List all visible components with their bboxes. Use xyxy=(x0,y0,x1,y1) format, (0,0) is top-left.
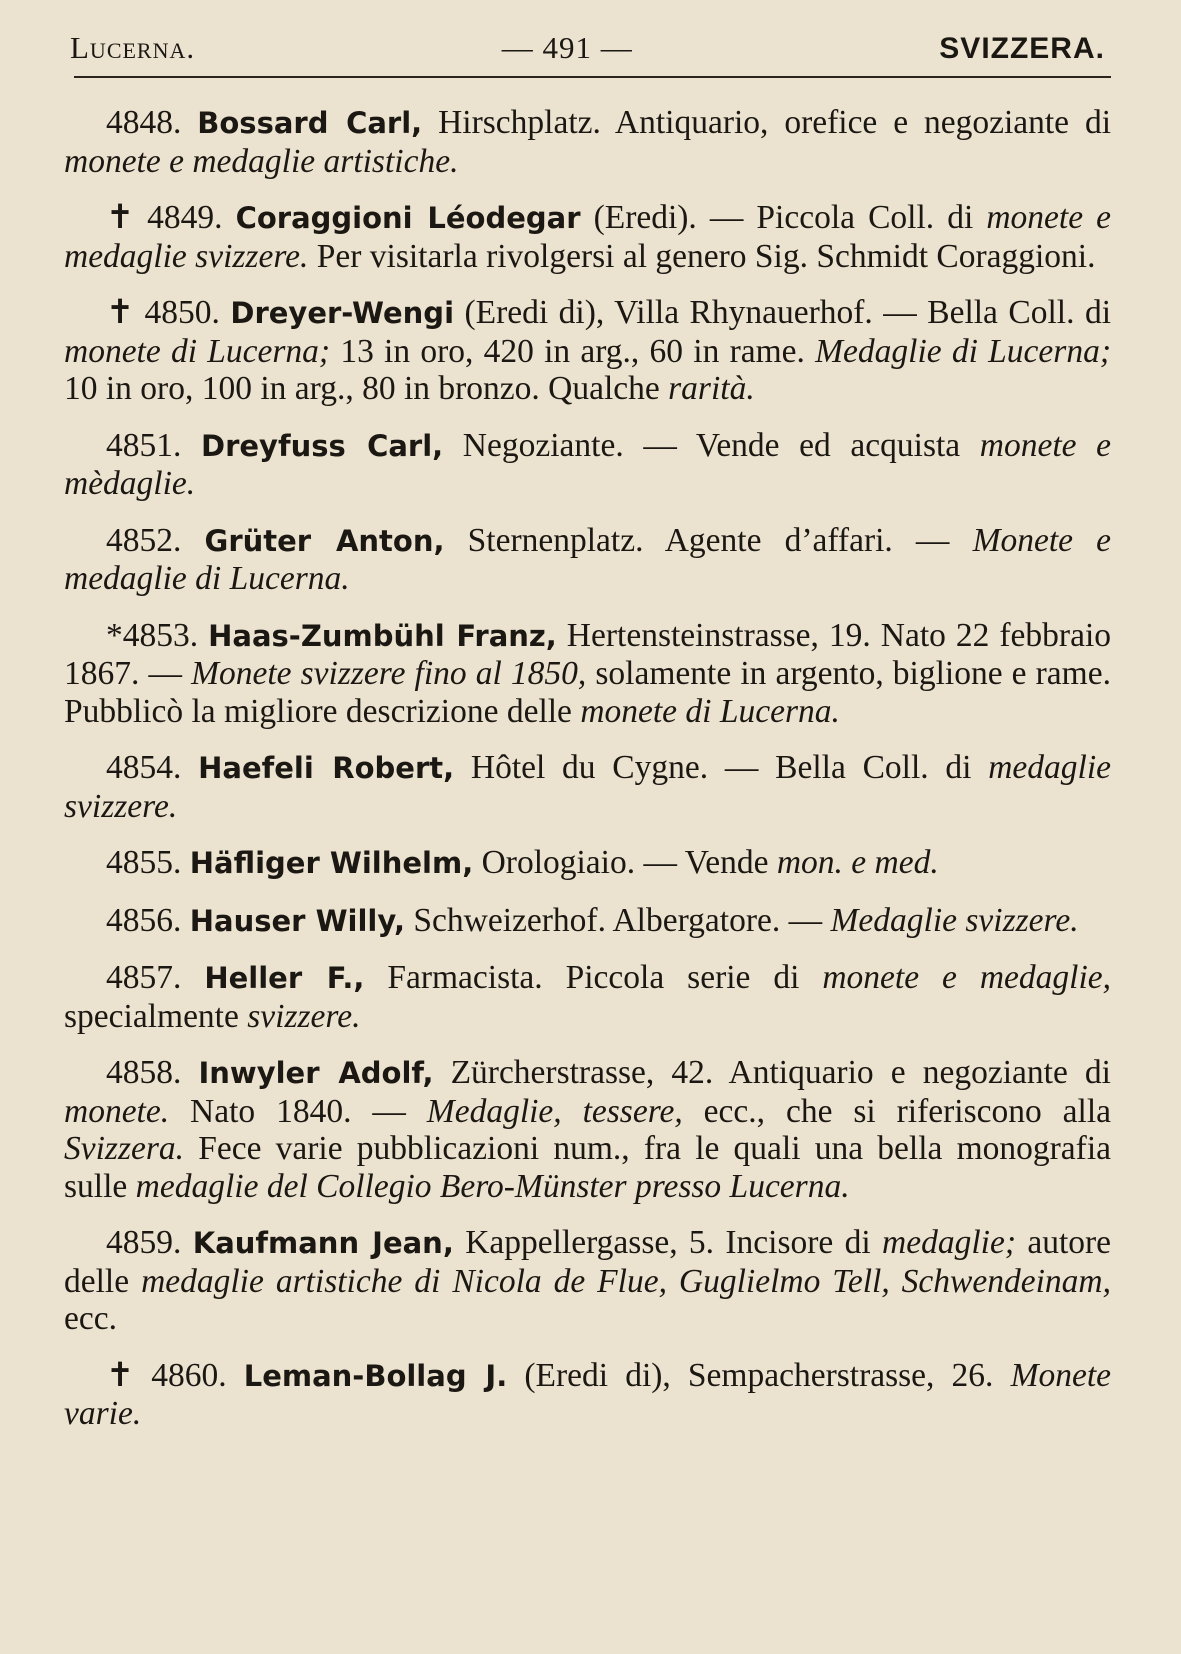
entry-name: Coraggioni Léodegar xyxy=(235,201,581,235)
entry-number: 4859. xyxy=(106,1224,193,1261)
entry-number: 4849. xyxy=(147,199,236,236)
entry-italic-text: Monete svizzere fino al 1850, xyxy=(191,655,587,692)
entry-number: 4852. xyxy=(106,521,205,559)
entry-name: Heller F., xyxy=(204,961,365,995)
entry-list xyxy=(64,104,1111,1433)
entry-body-text: ecc., che si riferiscono alla xyxy=(682,1092,1111,1130)
entry-text xyxy=(64,749,1111,825)
entry-number: *4853. xyxy=(106,616,209,654)
entry-text xyxy=(64,427,1111,503)
entry-body-text: specialmente xyxy=(64,997,248,1035)
entry-body-text: Fece varie pubblicazioni num., fra le quali una bella monografia sulle xyxy=(64,1130,1111,1205)
entry-italic-text: Medaglie, tessere, xyxy=(426,1092,683,1130)
entry-name: Häfliger Wilhelm, xyxy=(189,846,474,880)
directory-entry xyxy=(64,199,1111,275)
entry-body-text: Schweizerhof. Albergatore. — xyxy=(405,901,831,939)
page-number: — 491 — xyxy=(501,30,633,65)
entry-number: 4850. xyxy=(144,294,231,331)
running-head xyxy=(64,30,1111,66)
entry-name: Dreyfuss Carl, xyxy=(201,428,444,463)
deceased-mark: ✝ xyxy=(106,199,148,236)
entry-italic-text: svizzere. xyxy=(247,997,361,1035)
entry-italic-text: Medaglie svizzere. xyxy=(830,901,1079,939)
entry-body-text: Hôtel du Cygne. — Bella Coll. di xyxy=(454,749,989,786)
directory-entry xyxy=(64,617,1111,731)
entry-text xyxy=(64,294,1111,408)
entry-italic-text: medaglie del Collegio Bero-Münster presso Lucerna. xyxy=(135,1167,850,1205)
entry-number: 4854. xyxy=(106,749,199,786)
entry-italic-text: monete e medaglie svizzere. xyxy=(64,199,1111,275)
directory-entry xyxy=(64,844,1111,883)
entry-body-text: 13 in oro, 420 in arg., 60 in rame. xyxy=(330,332,816,370)
entry-text xyxy=(64,959,1111,1035)
entry-italic-text: medaglie svizzere. xyxy=(64,749,1112,825)
entry-body-text: Zürcherstrasse, 42. Antiquario e negoziante di xyxy=(433,1054,1111,1091)
entry-body-text: (Eredi di), Villa Rhynauerhof. — Bella Coll. di xyxy=(454,294,1112,331)
entry-number: 4858. xyxy=(106,1054,199,1091)
entry-number: 4857. xyxy=(106,959,205,996)
entry-body-text: Per visitarla rivolgersi al genero Sig. Schmidt Coraggioni. xyxy=(308,237,1096,275)
entry-italic-text: mon. e med. xyxy=(776,844,939,881)
entry-italic-text: monete e medaglie, xyxy=(822,959,1112,996)
entry-number: 4848. xyxy=(106,104,198,141)
entry-name: Hauser Willy, xyxy=(189,903,406,938)
entry-text xyxy=(64,1054,1111,1205)
entry-name: Inwyler Adolf, xyxy=(198,1056,434,1090)
entry-italic-text: medaglie artistiche di Nicola de Flue, Guglielmo Tell, Schwendeinam, xyxy=(141,1262,1111,1300)
directory-entry xyxy=(64,959,1111,1035)
header-rule xyxy=(74,76,1111,78)
running-head-country: SVIZZERA. xyxy=(939,32,1105,65)
directory-entry xyxy=(64,427,1111,503)
entry-text xyxy=(64,104,1111,180)
entry-text xyxy=(64,617,1111,731)
entry-italic-text: monete di Lucerna; xyxy=(64,332,331,370)
directory-entry xyxy=(64,104,1111,180)
entry-body-text: Nato 1840. — xyxy=(169,1092,427,1130)
directory-entry xyxy=(64,902,1111,941)
entry-italic-text: Monete varie. xyxy=(64,1356,1112,1432)
entry-body-text: Hertensteinstrasse, 19. Nato 22 febbraio 1867. — xyxy=(64,616,1112,692)
entry-number: 4851. xyxy=(106,426,201,464)
entry-italic-text: Medaglie di Lucerna; xyxy=(815,332,1111,370)
entry-text xyxy=(64,844,1111,883)
entry-text xyxy=(64,1224,1111,1338)
directory-entry xyxy=(64,1224,1111,1338)
entry-body-text: Farmacista. Piccola serie di xyxy=(364,959,823,996)
entry-italic-text: medaglie; xyxy=(882,1224,1016,1261)
entry-italic-text: Svizzera. xyxy=(64,1130,185,1167)
entry-italic-text: rarità. xyxy=(668,370,755,407)
entry-name: Grüter Anton, xyxy=(204,523,445,558)
entry-body-text: (Eredi di), Sempacherstrasse, 26. xyxy=(507,1356,1011,1394)
entry-text xyxy=(64,1357,1111,1433)
entry-body-text: Kappellergasse, 5. Incisore di xyxy=(453,1224,883,1261)
directory-entry xyxy=(64,1054,1111,1205)
directory-entry xyxy=(64,522,1111,598)
entry-body-text: 10 in oro, 100 in arg., 80 in bronzo. Qualche xyxy=(64,370,669,407)
entry-body-text: Orologiaio. — Vende xyxy=(473,844,777,881)
entry-italic-text: monete di Lucerna. xyxy=(580,692,840,730)
entry-italic-text: Monete e medaglie di Lucerna. xyxy=(64,521,1112,597)
entry-body-text: autore delle xyxy=(64,1224,1112,1300)
entry-name: Haas-Zumbühl Franz, xyxy=(208,618,557,653)
entry-text xyxy=(64,199,1111,275)
directory-entry xyxy=(64,1357,1111,1433)
entry-number: 4855. xyxy=(106,844,190,881)
entry-body-text: Hirschplatz. Antiquario, orefice e negoziante di xyxy=(422,104,1112,141)
running-head-place: Lucerna. xyxy=(70,30,196,65)
entry-text xyxy=(64,902,1111,941)
entry-body-text: solamente in argento, biglione e rame. Pubblicò la migliore descrizione delle xyxy=(64,655,1111,730)
entry-italic-text: monete. xyxy=(64,1092,170,1130)
entry-name: Leman-Bollag J. xyxy=(243,1358,508,1393)
entry-body-text: Negoziante. — Vende ed acquista xyxy=(443,426,980,464)
entry-italic-text: monete e mèdaglie. xyxy=(64,426,1112,502)
entry-italic-text: monete e medaglie artistiche. xyxy=(64,142,459,180)
entry-body-text: ecc. xyxy=(64,1300,117,1337)
entry-body-text: Sternenplatz. Agente d’affari. — xyxy=(444,521,973,559)
deceased-mark: ✝ xyxy=(106,1356,152,1394)
directory-entry xyxy=(64,294,1111,408)
entry-number: 4860. xyxy=(151,1356,244,1394)
entry-name: Dreyer-Wengi xyxy=(230,296,455,330)
directory-entry xyxy=(64,749,1111,825)
deceased-mark: ✝ xyxy=(106,294,145,331)
entry-name: Haefeli Robert, xyxy=(198,751,455,785)
entry-name: Bossard Carl, xyxy=(197,106,423,140)
entry-text xyxy=(64,522,1111,598)
entry-number: 4856. xyxy=(106,901,190,939)
entry-body-text: (Eredi). — Piccola Coll. di xyxy=(580,199,987,236)
entry-name: Kaufmann Jean, xyxy=(192,1226,454,1260)
